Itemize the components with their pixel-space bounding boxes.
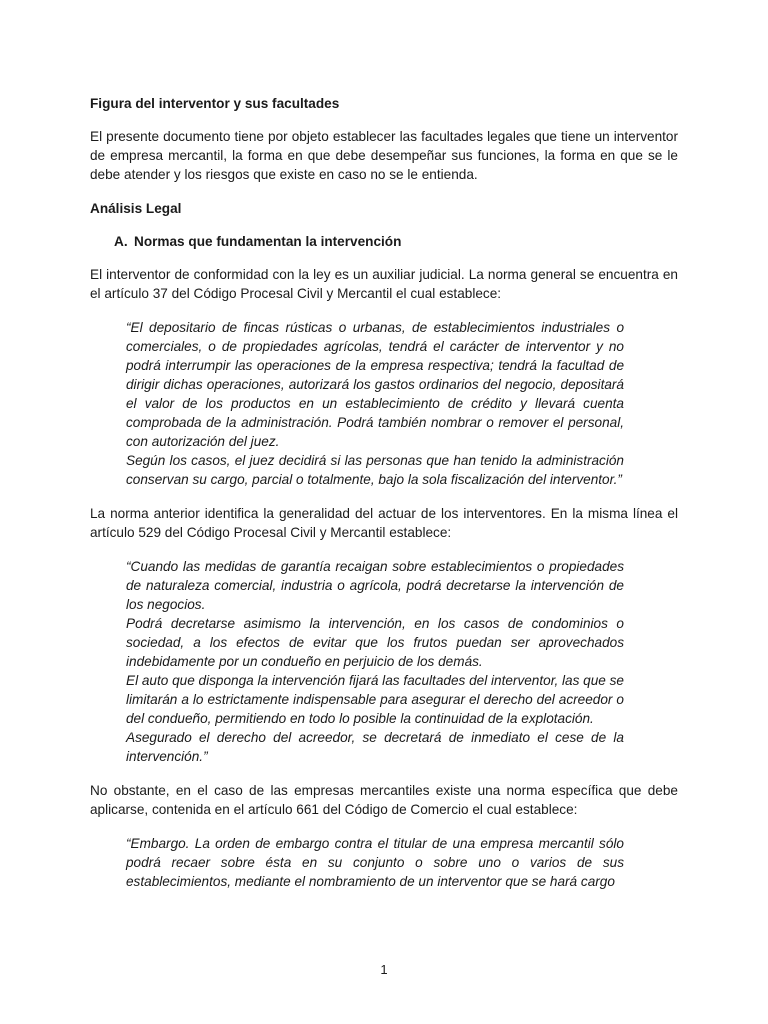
- section-heading: Análisis Legal: [90, 201, 182, 216]
- subsection-title: Normas que fundamentan la intervención: [134, 234, 402, 249]
- paragraph-article-529: La norma anterior identifica la generalidad del actuar de los interventores. En la misma línea el artículo 529 del Código Procesal Civil y Mercantil establece:: [90, 506, 678, 540]
- quote-paragraph: “Cuando las medidas de garantía recaigan sobre establecimientos o propiedades de naturaleza comercial, industria o agrícola, podrá decretarse la intervención de los negocios.: [126, 559, 624, 612]
- quote-article-37: [126, 318, 624, 489]
- quote-article-661: [126, 834, 624, 891]
- quote-paragraph: Según los casos, el juez decidirá si las personas que han tenido la administración conservan su cargo, parcial o totalmente, bajo la sola fiscalización del interventor.”: [126, 453, 624, 487]
- quote-article-529: [126, 557, 624, 766]
- subsection-letter: A.: [114, 234, 128, 249]
- quote-paragraph: “Embargo. La orden de embargo contra el titular de una empresa mercantil sólo podrá recaer sobre ésta en su conjunto o sobre uno o varios de sus establecimientos, mediante el nombramiento de un interventor que se hará cargo: [126, 836, 624, 889]
- paragraph-article-37: El interventor de conformidad con la ley es un auxiliar judicial. La norma general se encuentra en el artículo 37 del Código Procesal Civil y Mercantil el cual establece:: [90, 267, 678, 301]
- paragraph-article-661: No obstante, en el caso de las empresas mercantiles existe una norma específica que debe aplicarse, contenida en el artículo 661 del Código de Comercio el cual establece:: [90, 783, 678, 817]
- quote-paragraph: “El depositario de fincas rústicas o urbanas, de establecimientos industriales o comerciales, o de propiedades agrícolas, tendrá el carácter de interventor y no podrá interrumpir las operaciones de la empresa respectiva; tendrá la facultad de dirigir dichas operaciones, autorizará los gastos ordinarios del negocio, depositará el valor de los productos en un establecimiento de crédito y llevará cuenta comprobada de la administración. Podrá también nombrar o remover el personal, con autorización del juez.: [126, 320, 624, 449]
- quote-paragraph: El auto que disponga la intervención fijará las facultades del interventor, las que se limitarán a lo estrictamente indispensable para asegurar el derecho del acreedor o del condueño, permitiendo en todo lo posible la continuidad de la explotación.: [126, 673, 624, 726]
- intro-paragraph: El presente documento tiene por objeto establecer las facultades legales que tiene un interventor de empresa mercantil, la forma en que debe desempeñar sus funciones, la forma en que se le debe atender y los riesgos que existe en caso no se le entienda.: [90, 129, 678, 182]
- page-number: 1: [380, 962, 388, 977]
- document-body: [90, 94, 678, 906]
- subsection-heading: [90, 232, 678, 251]
- quote-paragraph: Podrá decretarse asimismo la intervención, en los casos de condominios o sociedad, a los efectos de evitar que los frutos puedan ser aprovechados indebidamente por un condueño en perjuicio de los demás.: [126, 616, 624, 669]
- quote-paragraph: Asegurado el derecho del acreedor, se decretará de inmediato el cese de la intervención.”: [126, 730, 624, 764]
- document-title: Figura del interventor y sus facultades: [90, 96, 340, 111]
